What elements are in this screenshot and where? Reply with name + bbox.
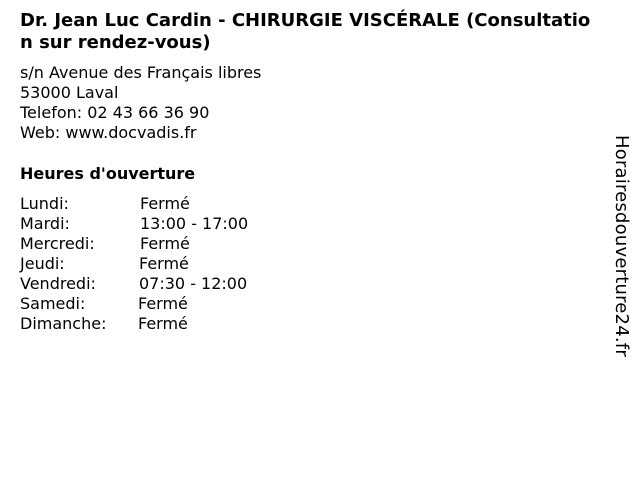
day-label: Vendredi: [20, 274, 96, 293]
opening-hours-list [20, 194, 620, 334]
hours-row-lundi [20, 194, 620, 214]
page-title: Dr. Jean Luc Cardin - CHIRURGIE VISCÉRALE (Consultation sur rendez-vous) [20, 10, 591, 53]
city-address: 53000 Laval [20, 83, 119, 102]
hours-heading: Heures d'ouverture [20, 164, 196, 183]
address-block [20, 63, 620, 143]
day-label: Samedi: [20, 294, 86, 313]
day-label: Dimanche: [20, 314, 107, 333]
website: Web: www.docvadis.fr [20, 123, 197, 142]
hours-row-mercredi [20, 234, 620, 254]
hours-value: 13:00 - 17:00 [140, 214, 249, 233]
day-label: Mercredi: [20, 234, 95, 253]
hours-value: 07:30 - 12:00 [139, 274, 248, 293]
phone-number: Telefon: 02 43 66 36 90 [20, 103, 210, 122]
day-label: Mardi: [20, 214, 70, 233]
hours-value: Fermé [138, 314, 188, 333]
hours-value: Fermé [139, 254, 189, 273]
hours-row-dimanche [20, 314, 620, 334]
hours-value: Fermé [140, 194, 190, 213]
hours-row-samedi [20, 294, 620, 314]
site-watermark: Horairesdouverture24.fr [611, 135, 632, 357]
hours-row-vendredi [20, 274, 620, 294]
business-card [20, 10, 620, 334]
hours-value: Fermé [140, 234, 190, 253]
hours-row-jeudi [20, 254, 620, 274]
hours-value: Fermé [138, 294, 188, 313]
day-label: Jeudi: [20, 254, 65, 273]
street-address: s/n Avenue des Français libres [20, 63, 262, 82]
day-label: Lundi: [20, 194, 69, 213]
hours-row-mardi [20, 214, 620, 234]
